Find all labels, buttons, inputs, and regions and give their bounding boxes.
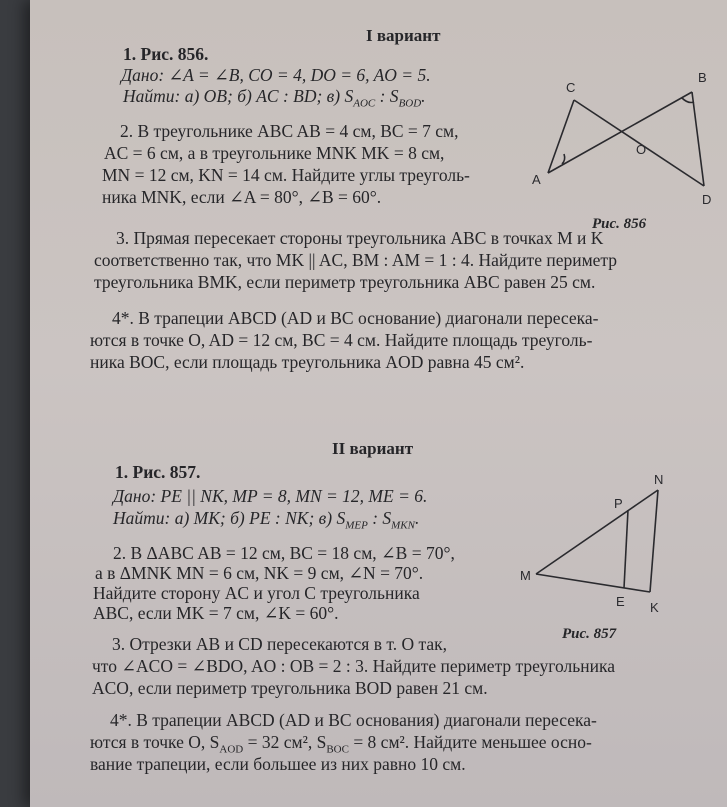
v1-p4-line: ются в точке O, AD = 12 см, BC = 4 см. Найдите площадь треуголь- — [90, 330, 593, 350]
v2-p3-line: 3. Отрезки AB и CD пересекаются в т. O так, — [112, 634, 447, 654]
v2-p4-line: ются в точке O, $S_{AOD} = 32$ см², $S_{BOC} = 8$ см². Найдите меньшее осно- — [90, 732, 592, 756]
v1-p2-line: 2. В треугольнике ABC AB = 4 см, BC = 7 см, — [120, 121, 459, 141]
segment-mn — [536, 490, 658, 574]
v2-p2-line: ABC, если MK = 7 см, ∠K = 60°. — [93, 603, 339, 623]
point-label: K — [650, 600, 659, 615]
segment-ca — [548, 100, 574, 173]
v1-p2-line: MN = 12 см, KN = 14 см. Найдите углы треуголь- — [102, 165, 470, 185]
segment-nk — [650, 490, 658, 592]
v1-p1-find: Найти: а) OB; б) AC : BD; в) $S_{AOC}$ : $S_{BOD}$. — [123, 86, 426, 110]
v2-p1-find: Найти: а) MK; б) PE : NK; в) $S_{MEP}$ : $S_{MKN}$. — [113, 508, 420, 532]
point-label: N — [654, 472, 664, 487]
v2-p2-line: а в ΔMNK MN = 6 см, NK = 9 см, ∠N = 70°. — [95, 563, 424, 583]
segment-mk — [536, 574, 650, 592]
v2-p3-line: что ∠ACO = ∠BDO, AO : OB = 2 : 3. Найдите периметр треугольника — [92, 656, 615, 676]
point-label: O — [636, 142, 647, 157]
figure-856-caption: Рис. 856 — [592, 216, 647, 232]
point-label: B — [698, 70, 707, 85]
point-label: P — [614, 496, 623, 511]
v1-p3-line: треугольника BMK, если периметр треугольника ABC равен 25 см. — [94, 272, 596, 292]
v2-p2-line: Найдите сторону AC и угол C треугольника — [93, 583, 420, 603]
figure-857 — [490, 470, 700, 630]
segment-pe — [624, 510, 628, 588]
point-label: M — [520, 568, 531, 583]
angle-mark-a — [562, 154, 565, 164]
v1-p3-line: 3. Прямая пересекает стороны треугольника ABC в точках M и K — [116, 228, 604, 248]
v1-p4-line: 4*. В трапеции ABCD (AD и BC основание) диагонали пересека- — [112, 308, 599, 328]
v2-p4-line: вание трапеции, если большее из них равно 10 см. — [90, 754, 466, 774]
v2-p1-given: Дано: PE || NK, MP = 8, MN = 12, ME = 6. — [113, 486, 428, 506]
point-label: D — [702, 192, 712, 207]
figure-856 — [520, 60, 720, 235]
v2-p2-line: 2. В ΔABC AB = 12 см, BC = 18 см, ∠B = 70°, — [113, 543, 455, 563]
v1-p4-line: ника BOC, если площадь треугольника AOD равна 45 см². — [90, 352, 525, 372]
v2-p1-head: 1. Рис. 857. — [115, 462, 201, 482]
v1-p2-line: AC = 6 см, а в треугольнике MNK MK = 8 см, — [104, 143, 445, 163]
segment-ab — [548, 92, 692, 173]
v1-p2-line: ника MNK, если ∠A = 80°, ∠B = 60°. — [102, 187, 382, 207]
textbook-page — [30, 0, 727, 807]
v1-p3-line: соответственно так, что MK || AC, BM : AM = 1 : 4. Найдите периметр — [94, 250, 618, 270]
point-label: A — [532, 172, 541, 187]
point-label: E — [616, 594, 625, 609]
segment-bd — [692, 92, 704, 186]
v2-p3-line: ACO, если периметр треугольника BOD равен 21 см. — [92, 678, 488, 698]
point-label: C — [566, 80, 576, 95]
v1-p1-given: Дано: ∠A = ∠B, CO = 4, DO = 6, AO = 5. — [121, 65, 431, 85]
figure-857-caption: Рис. 857 — [562, 626, 617, 642]
variant-1-title: I вариант — [366, 26, 441, 45]
variant-2-title: II вариант — [332, 439, 414, 458]
v1-p1-head: 1. Рис. 856. — [123, 44, 209, 64]
v2-p4-line: 4*. В трапеции ABCD (AD и BC основания) диагонали пересека- — [110, 710, 597, 730]
